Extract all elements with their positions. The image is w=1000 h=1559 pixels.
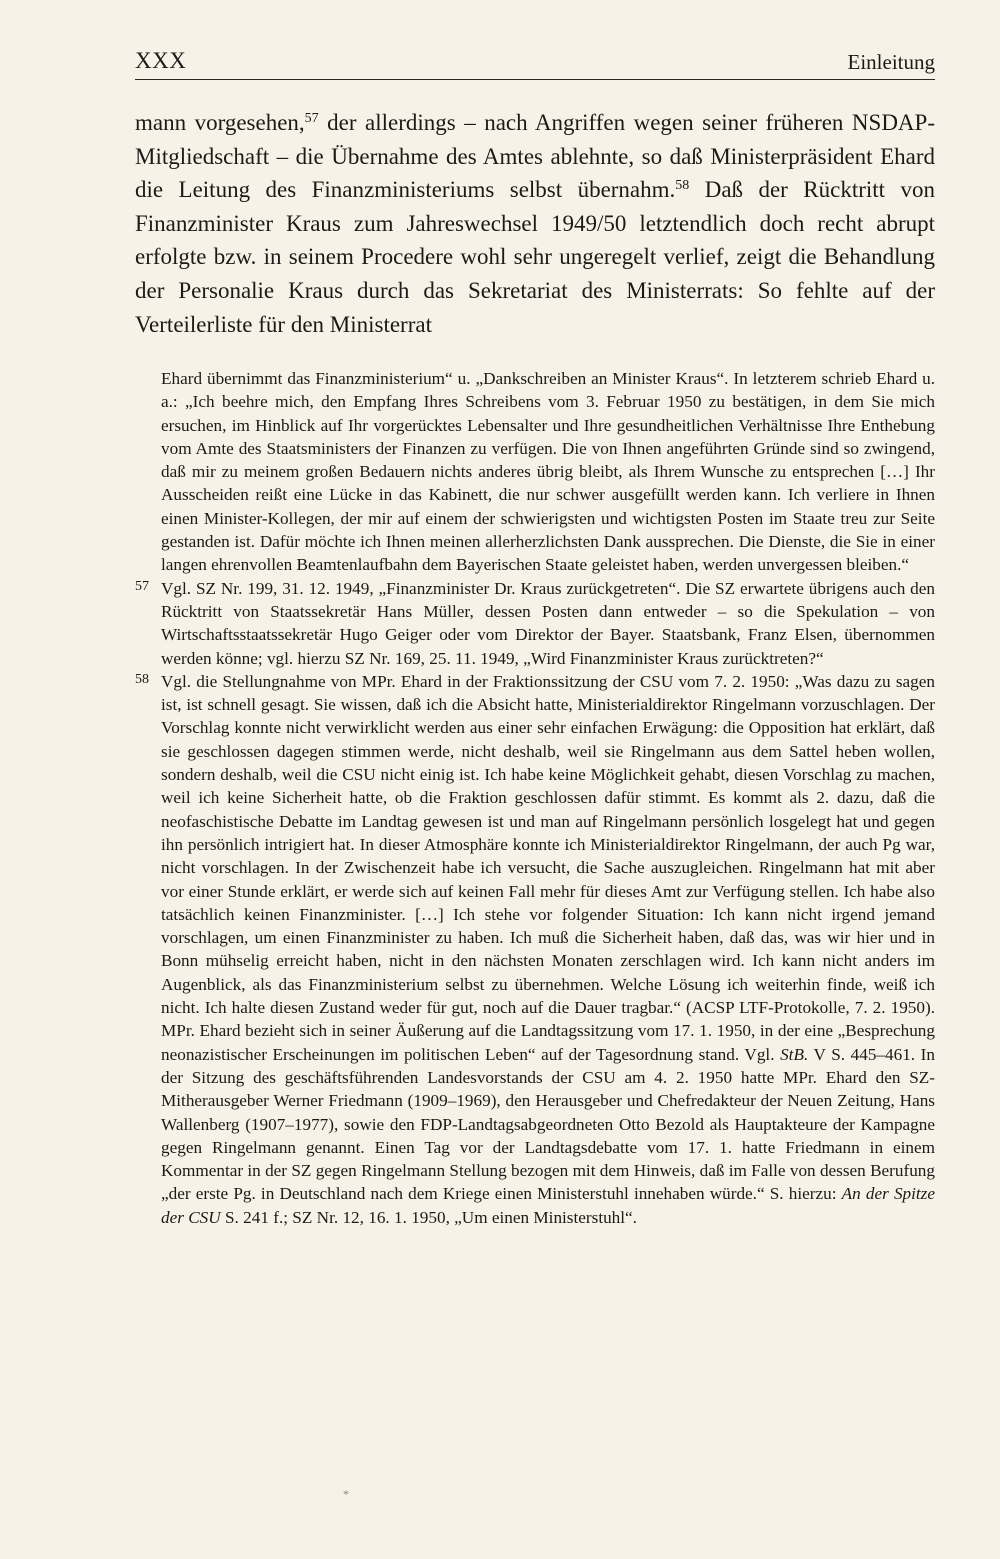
bottom-mark: *	[343, 1487, 349, 1501]
footnote-ref-57: 57	[304, 111, 319, 126]
footnote-ref-58: 58	[675, 178, 690, 194]
page-number: XXX	[135, 48, 187, 73]
text-run: mann vorgesehen,	[135, 110, 305, 135]
main-paragraph	[135, 106, 935, 341]
footnote-text: V S. 445–461. In der Sitzung des geschäftsführenden Landesvorstands der CSU am 4. 2. 1950 hatte MPr. Ehard den SZ-Mitherausgeber Werner Friedmann (1909–1969), den Herausgeber und Chefredakteur der Neuen Zeitung, Hans Wallenberg (1907–1977), sowie den FDP-Landtagsabgeordneten Otto Bezold als Hauptakteure der Kampagne gegen Ringelmann genannt. Einen Tag vor der Landtagsdebatte vom 17. 1. hatte Friedmann in einem Kommentar in der SZ gegen Ringelmann Stellung bezogen mit dem Hinweis, daß im Falle von dessen Berufung „der erste Pg. in Deutschland nach dem Kriege einen Ministerstuhl innehaben würde.“ S. hierzu:	[161, 1044, 935, 1204]
footnotes	[135, 367, 935, 1229]
header-rule	[135, 79, 935, 80]
italic-citation: StB.	[780, 1044, 809, 1064]
running-header	[135, 48, 935, 78]
footnote-57	[135, 577, 935, 670]
footnote-number: 58	[135, 671, 149, 687]
footnote-58	[135, 670, 935, 1229]
footnote-text: Vgl. die Stellungnahme von MPr. Ehard in der Fraktionssitzung der CSU vom 7. 2. 1950: „Was dazu zu sagen ist, ist schnell gesagt. Sie wissen, daß ich die Absicht hatte, Ministerialdirektor Ringelmann vorzuschlagen. Der Vorschlag konnte nicht verwirklicht werden aus einer sehr einfachen Erwägung: die Opposition hat erklärt, daß sie geschlossen dagegen stimmen werde, nicht deshalb, weil sie Ringelmann aus dem Sattel heben wollen, sondern deshalb, weil die CSU nicht einig ist. Ich habe keine Möglichkeit gehabt, diesen Vorschlag zu machen, weil ich keine Sicherheit hatte, ob die Fraktion geschlossen dafür stimmt. Es kommt als 2. dazu, daß die neofaschistische Debatte im Landtag gewesen ist und man auf Ringelmann persönlich losgelegt hat und gegen ihn persönlich intrigiert hat. In dieser Atmosphäre konnte ich Ministerialdirektor Ringelmann, der auch Pg war, nicht vorschlagen. In der Zwischenzeit habe ich versucht, die Sache auszugleichen. Ringelmann hat mit aber vor einer Stunde erklärt, er werde sich auf keinen Fall mehr für dieses Amt zur Verfügung stellen. Ich habe also tatsächlich keinen Finanzminister. […] Ich stehe vor folgender Situation: Ich kann nicht irgend jemand vorschlagen, um einen Finanzminister zu haben. Ich muß die Sicherheit haben, daß das, was wir hier und in Bonn mühselig erreicht haben, nicht in den nächsten Monaten zerschlagen wird. Ich kann nicht anders im Augenblick, als das Finanzministerium selbst zu übernehmen. Welche Lösung ich weiterhin finde, weiß ich nicht. Ich halte diesen Zustand weder für gut, noch auf die Dauer tragbar.“ (ACSP LTF-Protokolle, 7. 2. 1950). MPr. Ehard bezieht sich in seiner Äußerung auf die Landtagssitzung vom 17. 1. 1950, in der eine „Besprechung neonazistischer Erscheinungen im politischen Leben“ auf der Tagesordnung stand. Vgl.	[161, 671, 935, 1064]
footnote-continuation: Ehard übernimmt das Finanzministerium“ u. „Dankschreiben an Minister Kraus“. In letzterem schrieb Ehard u. a.: „Ich beehre mich, den Empfang Ihres Schreibens vom 3. Februar 1950 zu bestätigen, in dem Sie mich ersuchen, im Hinblick auf Ihr vorgerücktes Lebensalter und Ihre gesundheitlichen Verhältnisse Ihre Enthebung vom Amte des Staatsministers der Finanzen zu verfügen. Die von Ihnen angeführten Gründe sind so zwingend, daß mir zu meinem großen Bedauern nichts anderes übrig bleibt, als Ihrem Wunsche zu entsprechen […] Ihr Ausscheiden reißt eine Lücke in das Kabinett, die nur schwer ausgefüllt werden kann. Ich verliere in Ihnen einen Minister-Kollegen, der mir auf einem der schwierigsten und wichtigsten Posten im Staate treu zur Seite gestanden ist. Dafür möchte ich Ihnen meinen allerherzlichsten Dank aussprechen. Die Dienste, die Sie in einer langen ehrenvollen Beamtenlaufbahn dem Bayerischen Staate geleistet haben, werden unvergessen bleiben.“	[161, 369, 935, 575]
italic-citation: An der Spitze der CSU	[161, 1184, 936, 1227]
footnote-number: 57	[135, 578, 149, 594]
section-title: Einleitung	[847, 50, 935, 74]
text-run: Daß der Rücktritt von Finanzminister Kraus zum Jahreswechsel 1949/50 letztendlich doch recht abrupt erfolgte bzw. in seinem Procedere wohl sehr ungeregelt verlief, zeigt die Behandlung der Personalie Kraus durch das Sekretariat des Ministerrats: So fehlte auf der Verteilerliste für den Ministerrat	[135, 177, 935, 337]
main-text	[135, 106, 935, 341]
text-run: der allerdings – nach Angriffen wegen seiner früheren NSDAP-Mitgliedschaft – die Übernahme des Amtes ablehnte, so daß Ministerpräsident Ehard die Leitung des Finanzministeriums selbst übernahm.	[135, 110, 935, 203]
footnote-text: S. 241 f.; SZ Nr. 12, 16. 1. 1950, „Um einen Ministerstuhl“.	[220, 1207, 637, 1227]
footnote-text: Vgl. SZ Nr. 199, 31. 12. 1949, „Finanzminister Dr. Kraus zurückgetreten“. Die SZ erwartete übrigens auch den Rücktritt von Staatssekretär Hans Müller, dessen Posten dann entweder – so die Spekulation – von Wirtschaftsstaatssekretär Hugo Geiger oder vom Direktor der Bayer. Staatsbank, Franz Elsen, übernommen werden könne; vgl. hierzu SZ Nr. 169, 25. 11. 1949, „Wird Finanzminister Kraus zurücktreten?“	[161, 578, 935, 668]
